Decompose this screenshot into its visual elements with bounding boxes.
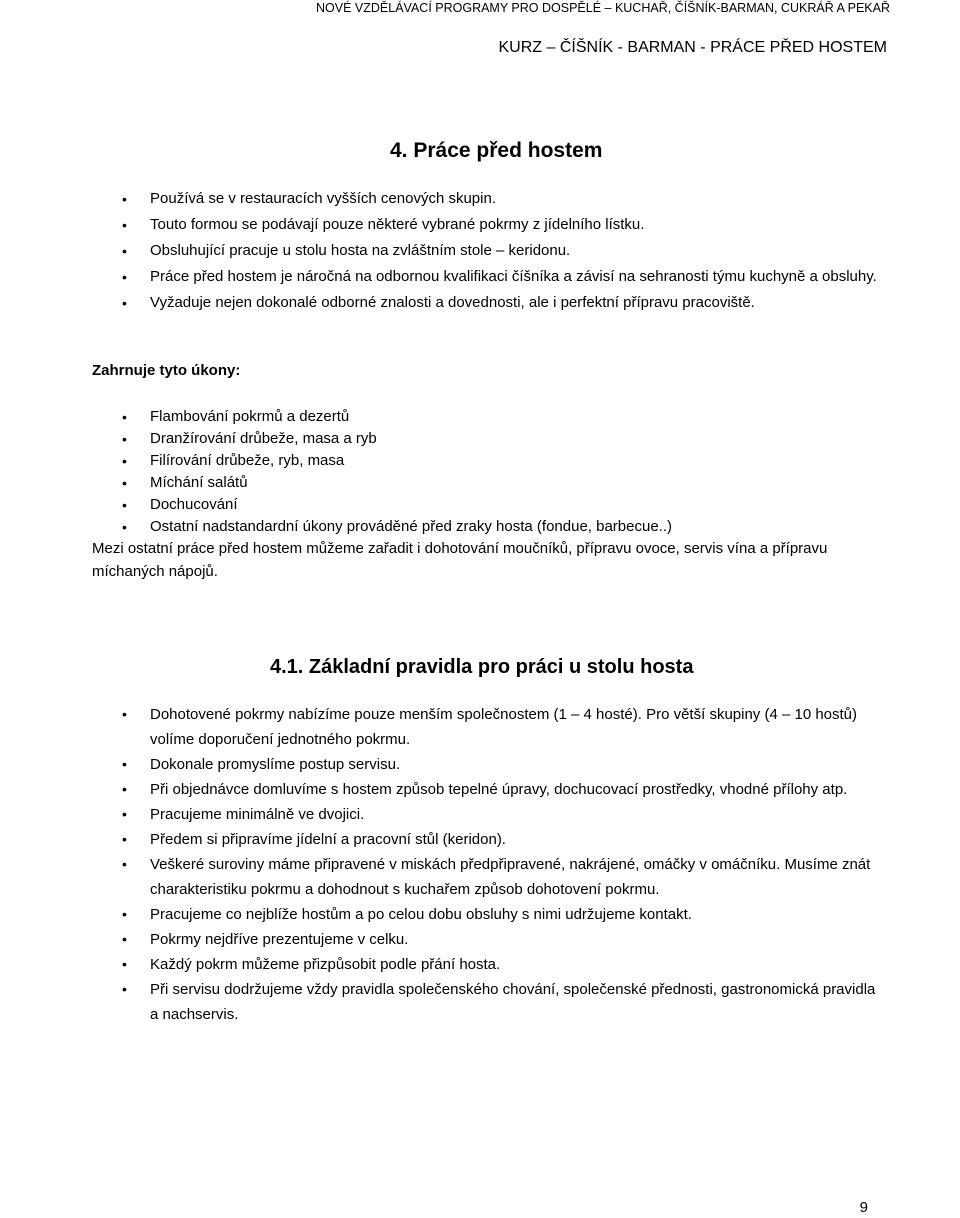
bullet-icon: • [122, 269, 127, 285]
list-item-text: Pracujeme minimálně ve dvojici. [150, 806, 365, 823]
bullet-icon: • [122, 756, 127, 772]
list-item [92, 702, 882, 752]
list-item-text: Obsluhující pracuje u stolu hosta na zvláštním stole – keridonu. [150, 242, 571, 259]
section-heading-4-1: 4.1. Základní pravidla pro práci u stolu hosta [270, 656, 694, 678]
list-item-text: Filírování drůbeže, ryb, masa [150, 452, 345, 469]
bullet-icon: • [122, 453, 127, 469]
intro-bullet-list [92, 186, 882, 316]
bullet-icon: • [122, 295, 127, 311]
list-item [92, 977, 882, 1027]
list-item [92, 428, 882, 450]
list-item-text: Dochucování [150, 496, 238, 513]
bullet-icon: • [122, 956, 127, 972]
list-item [92, 752, 882, 777]
bullet-icon: • [122, 431, 127, 447]
bullet-icon: • [122, 831, 127, 847]
list-item [92, 516, 882, 538]
bullet-icon: • [122, 475, 127, 491]
bullet-icon: • [122, 906, 127, 922]
list-item-text: Při servisu dodržujeme vždy pravidla společenského chování, společenské přednosti, gastronomická pravidla a nachservis. [150, 981, 876, 1023]
page-number: 9 [859, 1199, 868, 1216]
list-item [92, 927, 882, 952]
bullet-icon: • [122, 981, 127, 997]
list-item [92, 802, 882, 827]
list-item-text: Touto formou se podávají pouze některé vybrané pokrmy z jídelního lístku. [150, 216, 645, 233]
bullet-icon: • [122, 806, 127, 822]
bullet-icon: • [122, 217, 127, 233]
list-item-text: Při objednávce domluvíme s hostem způsob tepelné úpravy, dochucovací prostředky, vhodné přílohy atp. [150, 781, 848, 798]
list-item [92, 952, 882, 977]
list-item-text: Používá se v restauracích vyšších cenových skupin. [150, 190, 496, 207]
list-item-text: Flambování pokrmů a dezertů [150, 408, 350, 425]
list-item [92, 212, 882, 238]
section-heading-4: 4. Práce před hostem [390, 139, 603, 162]
list-item-text: Míchání salátů [150, 474, 248, 491]
other-work-paragraph: Mezi ostatní práce před hostem můžeme zařadit i dohotování moučníků, přípravu ovoce, servis vína a přípravu míchaných nápojů. [92, 540, 828, 580]
list-item [92, 902, 882, 927]
list-item [92, 264, 882, 290]
bullet-icon: • [122, 856, 127, 872]
list-item [92, 852, 882, 902]
list-item [92, 472, 882, 494]
includes-heading: Zahrnuje tyto úkony: [92, 362, 241, 379]
header-course-title: KURZ – ČÍŠNÍK - BARMAN - PRÁCE PŘED HOSTEM [498, 39, 887, 56]
bullet-icon: • [122, 243, 127, 259]
header-program-title: NOVÉ VZDĚLÁVACÍ PROGRAMY PRO DOSPĚLÉ – KUCHAŘ, ČÍŠNÍK-BARMAN, CUKRÁŘ A PEKAŘ [316, 1, 890, 15]
list-item [92, 186, 882, 212]
list-item [92, 238, 882, 264]
bullet-icon: • [122, 497, 127, 513]
bullet-icon: • [122, 519, 127, 535]
list-item [92, 494, 882, 516]
list-item-text: Dranžírování drůbeže, masa a ryb [150, 430, 377, 447]
bullet-icon: • [122, 781, 127, 797]
list-item-text: Ostatní nadstandardní úkony prováděné před zraky hosta (fondue, barbecue..) [150, 518, 672, 535]
list-item [92, 827, 882, 852]
list-item-text: Dohotovené pokrmy nabízíme pouze menším společnostem (1 – 4 hosté). Pro větší skupiny (4 – 10 hostů) volíme doporučení jednotného pokrmu. [150, 706, 858, 748]
list-item [92, 406, 882, 428]
list-item-text: Práce před hostem je náročná na odbornou kvalifikaci číšníka a závisí na sehranosti týmu kuchyně a obsluhy. [150, 268, 877, 285]
includes-bullet-list [92, 406, 882, 538]
list-item-text: Vyžaduje nejen dokonalé odborné znalosti a dovednosti, ale i perfektní přípravu pracoviště. [150, 294, 755, 311]
list-item-text: Pracujeme co nejblíže hostům a po celou dobu obsluhy s nimi udržujeme kontakt. [150, 906, 692, 923]
list-item-text: Veškeré suroviny máme připravené v miskách předpřipravené, nakrájené, omáčky v omáčníku. Musíme znát charakteristiku pokrmu a dohodnout s kuchařem způsob dohotovení pokrmu. [150, 856, 871, 898]
bullet-icon: • [122, 931, 127, 947]
list-item-text: Předem si připravíme jídelní a pracovní stůl (keridon). [150, 831, 506, 848]
list-item-text: Pokrmy nejdříve prezentujeme v celku. [150, 931, 409, 948]
list-item [92, 777, 882, 802]
list-item-text: Dokonale promyslíme postup servisu. [150, 756, 401, 773]
bullet-icon: • [122, 191, 127, 207]
bullet-icon: • [122, 409, 127, 425]
list-item [92, 450, 882, 472]
bullet-icon: • [122, 706, 127, 722]
list-item-text: Každý pokrm můžeme přizpůsobit podle přání hosta. [150, 956, 501, 973]
list-item [92, 290, 882, 316]
rules-bullet-list [92, 702, 882, 1027]
